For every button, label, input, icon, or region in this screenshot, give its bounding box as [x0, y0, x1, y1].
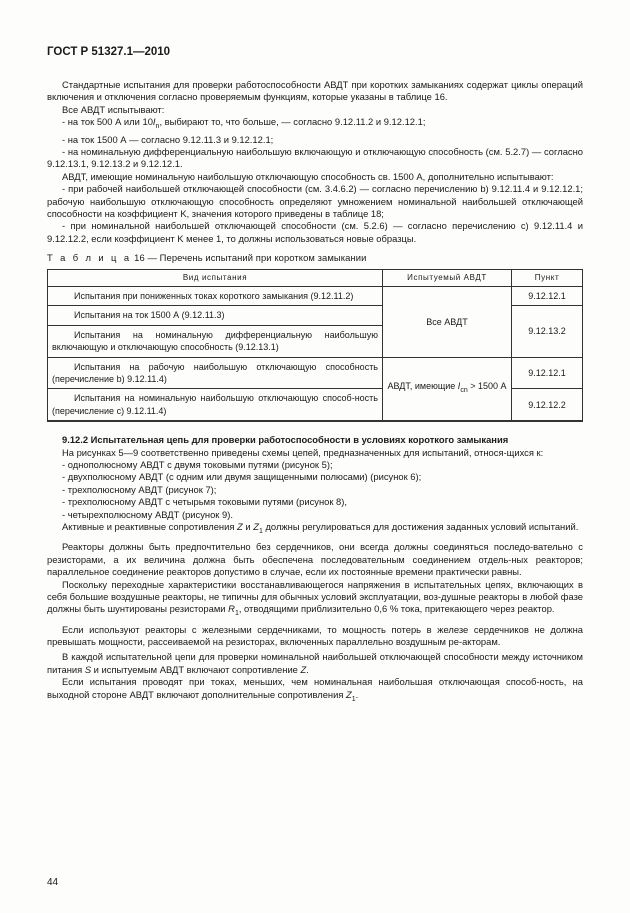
list-item: - на номинальную дифференциальную наибольшую включающую и отключающую способность (см. 5.2.7) — согласно 9.12.13.1, 9.12.13.2 и 9.12.12.1.	[47, 145, 583, 170]
table-cell: Испытания при пониженных токах короткого замыкания (9.12.11.2)	[48, 286, 383, 305]
paragraph: Все АВДТ испытывают:	[62, 103, 165, 115]
table-caption: Т а б л и ц а 16 — Перечень испытаний при коротком замыкании	[47, 252, 367, 264]
paragraph: Если испытания проводят при токах, меньших, чем номинальная наибольшая отключающая способ-ность, на выходной стороне АВДТ включают дополнительные сопротивления $Z_1$.	[47, 676, 583, 703]
paragraph: Реакторы должны быть предпочтительно без сердечников, они всегда должны соединяться последо-вательно с резисторами, а их величина должна быть обеспечена последовательным соединением отдель-ных реакторов; параллельное соединение реакторов допустимо в случае, если их постоянные времени практически равны.	[47, 541, 583, 578]
table-header-row	[48, 269, 583, 286]
paragraph: АВДТ, имеющие номинальную наибольшую отключающую способность св. 1500 А, дополнительно испытывают:	[62, 170, 554, 182]
paragraph: Стандартные испытания для проверки работоспособности АВДТ при коротких замыканиях содержат циклы операций включения и отключения согласно проверяемым функциям, которые указаны в таблице 16.	[47, 79, 583, 103]
paragraph: На рисунках 5—9 соответственно приведены схемы цепей, предназначенных для испытаний, относя-щихся к:	[62, 446, 544, 458]
column-header: Пункт	[512, 269, 583, 286]
table-cell: 9.12.12.1	[512, 357, 583, 389]
page-body	[47, 79, 583, 706]
list-item: - однополюсному АВДТ с двумя токовыми путями (рисунок 5);	[62, 459, 333, 471]
table-cell: Испытания на номинальную наибольшую отключающую способ-ность (перечисление c) 9.12.11.4)	[48, 389, 383, 421]
list-item: - на ток 1500 А — согласно 9.12.11.3 и 9.12.12.1;	[62, 133, 274, 145]
table-cell: Все АВДТ	[383, 286, 512, 357]
page-number: 44	[47, 877, 59, 888]
list-item: - на ток 500 А или $10I_n$, выбирают то, что больше, — согласно 9.12.11.2 и 9.12.12.1;	[62, 116, 426, 131]
paragraph: Если используют реакторы с железными сердечниками, то мощность потерь в железе сердечников не должна превышать мощности, рассеиваемой на резисторах, включенных параллельно воздушным ре-акторам.	[47, 623, 583, 648]
table-cell: Испытания на номинальную дифференциальную наибольшую включающую и отключающую способность (9.12.13.1)	[48, 325, 383, 357]
table-cell: Испытания на ток 1500 А (9.12.11.3)	[48, 306, 383, 325]
table-row	[48, 286, 583, 305]
paragraph: Поскольку переходные характеристики восстанавливающегося напряжения в испытательных цепях, включающих в себя большие воздушные реакторы, не типичны для обычных условий эксплуатации, воз-душные реакторы в любой фазе должны быть шунтированы резисторами $R_1$, отводящими приблизительно 0,6 % тока, притекающего через реактор.	[47, 578, 583, 618]
list-item: - трехполюсному АВДТ с четырьмя токовыми путями (рисунок 8),	[62, 496, 347, 508]
table-cell: Испытания на рабочую наибольшую отключающую способность (перечисление b) 9.12.11.4)	[48, 357, 383, 389]
list-item: - четырехполюсному АВДТ (рисунок 9).	[62, 508, 233, 520]
list-item: - трехполюсному АВДТ (рисунок 7);	[62, 483, 217, 495]
list-item: - при номинальной наибольшей отключающей способности (см. 5.2.6) — согласно перечислению c) 9.12.11.4 и 9.12.12.2, если коэффициент K менее 1, то должны использоваться новые образцы.	[47, 220, 583, 244]
paragraph: Активные и реактивные сопротивления Z и $Z_1$ должны регулироваться для достижения заданных условий испытаний.	[62, 521, 579, 535]
table-cell: АВДТ, имеющие $I_{cn} > 1500$ А	[383, 357, 512, 421]
table-16	[47, 269, 583, 423]
paragraph: В каждой испытательной цепи для проверки номинальной наибольшей отключающей способности между источником питания S и испытуемым АВДТ включают сопротивление Z.	[47, 651, 583, 675]
section-heading: 9.12.2 Испытательная цепь для проверки работоспособности в условиях короткого замыкания	[62, 434, 509, 446]
list-item: - двухполюсному АВДТ (с одним или двумя защищенными полюсами) (рисунок 6);	[62, 471, 422, 483]
column-header: Испытуемый АВДТ	[383, 269, 512, 286]
table-cell: 9.12.12.1	[512, 286, 583, 305]
table-cell: 9.12.12.2	[512, 389, 583, 421]
table-cell: 9.12.13.2	[512, 306, 583, 357]
table-row	[48, 357, 583, 389]
list-item: - при рабочей наибольшей отключающей способности (см. 3.4.6.2) — согласно перечислению b) 9.12.11.4 и 9.12.12.1; рабочую наибольшую отключающую способность определяют умножением номинальной наибольшей отключающей способности на коэффициент K, значения которого приведены в таблице 18;	[47, 183, 583, 219]
column-header: Вид испытания	[48, 269, 383, 286]
standard-header: ГОСТ Р 51327.1—2010	[47, 46, 171, 58]
